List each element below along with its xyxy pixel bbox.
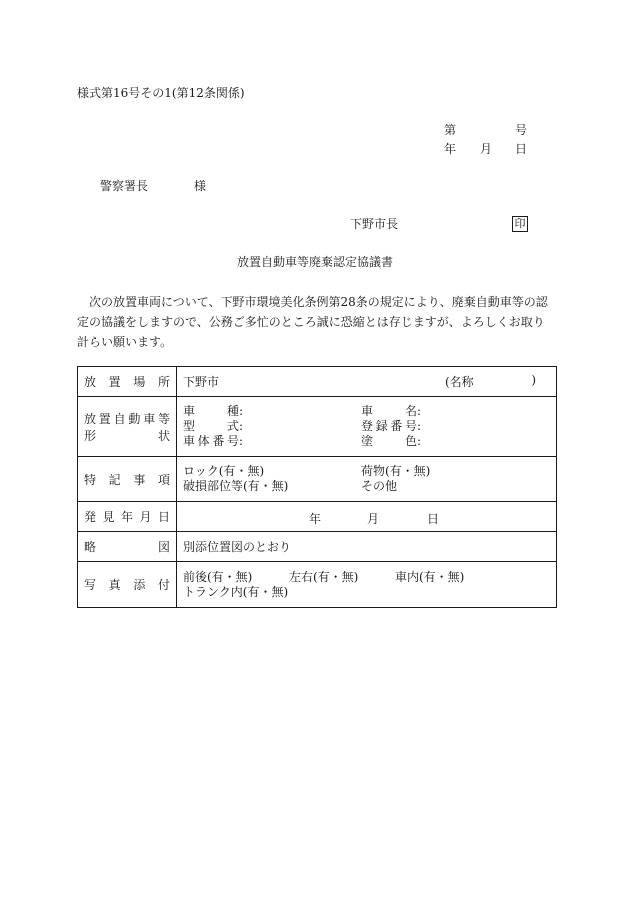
label-shape-line1-char: 車 <box>143 411 156 426</box>
sender: 下野市長 <box>350 217 399 231</box>
label-found-date-char: 発 <box>84 510 97 524</box>
label-shape <box>78 397 177 457</box>
label-photos-char: 添 <box>133 578 146 592</box>
shape-right-field-colon: : <box>417 404 422 418</box>
value-notes <box>177 457 557 502</box>
document-title: 放置自動車等廃棄認定協議書 <box>236 255 393 269</box>
label-shape-line1-char: 等 <box>157 411 170 426</box>
shape-left-field-0 <box>183 404 361 419</box>
shape-right-field-2 <box>361 434 550 449</box>
row-location <box>78 367 557 397</box>
label-map-b: 図 <box>157 540 170 554</box>
label-notes-char: 事 <box>133 472 146 487</box>
notes-cargo: 荷物(有・無) <box>361 464 431 478</box>
label-map <box>78 532 177 562</box>
label-shape-line2-char: 状 <box>157 428 170 443</box>
label-photos-char: 真 <box>108 578 121 592</box>
label-found-date-char: 月 <box>139 510 152 524</box>
notes-other: その他 <box>361 479 398 493</box>
shape-left-fields <box>183 404 361 449</box>
label-notes-char: 記 <box>108 472 121 487</box>
shape-right-field-colon: : <box>417 434 422 448</box>
doc-number-go: 号 <box>515 123 528 137</box>
label-notes <box>78 457 177 502</box>
label-location-char: 所 <box>157 375 170 389</box>
label-shape-line2 <box>84 427 170 444</box>
body-paragraph: 次の放置車両について、下野市環境美化条例第28条の規定により、廃棄自動車等の認定の協議をしますので、公務ご多忙のところ誠に恐縮とは存じますが、よろしくお取り計らい願います。 <box>77 295 548 349</box>
shape-right-field-colon: : <box>417 419 422 433</box>
date-month: 月 <box>480 142 493 156</box>
label-photos-text <box>84 576 170 593</box>
row-photos <box>78 562 557 608</box>
label-notes-char: 特 <box>84 472 97 487</box>
row-notes <box>78 457 557 502</box>
label-photos <box>78 562 177 608</box>
label-notes-char: 項 <box>157 472 170 487</box>
label-shape-line2-char: 形 <box>84 428 97 443</box>
value-photos <box>177 562 557 608</box>
label-shape-line1 <box>84 410 170 427</box>
recipient: 警察署長 <box>100 179 149 193</box>
label-shape-line1-char: 置 <box>98 411 111 426</box>
photo-trunk: トランク内(有・無) <box>183 584 289 599</box>
notes-damage: 破損部位等(有・無) <box>183 479 289 493</box>
found-month: 月 <box>367 511 380 526</box>
shape-left-field-2 <box>183 434 361 449</box>
photo-left-right: 左右(有・無) <box>289 569 359 584</box>
shape-right-field-key: 登 録 番 号 <box>361 419 417 433</box>
recipient-sama: 様 <box>194 179 207 193</box>
row-shape <box>78 397 557 457</box>
doc-number-dai: 第 <box>444 123 457 137</box>
shape-left-field-colon: : <box>239 434 244 448</box>
label-shape-line1-char: 放 <box>84 411 97 426</box>
shape-right-field-key: 車 名 <box>361 404 417 418</box>
photo-interior: 車内(有・無) <box>395 569 465 584</box>
label-location <box>78 367 177 397</box>
value-map: 別添位置図のとおり <box>177 532 557 562</box>
row-map <box>78 532 557 562</box>
shape-left-field-1 <box>183 419 361 434</box>
shape-right-fields <box>361 404 550 449</box>
row-found-date <box>78 502 557 532</box>
photo-front-back: 前後(有・無) <box>183 569 253 584</box>
shape-right-field-0 <box>361 404 550 419</box>
shape-right-field-key: 塗 色 <box>361 434 417 448</box>
label-shape-line1-char: 動 <box>128 411 141 426</box>
location-city: 下野市 <box>183 375 220 389</box>
found-day: 日 <box>427 511 440 526</box>
label-photos-char: 写 <box>84 578 97 592</box>
label-map-a: 略 <box>84 540 97 554</box>
label-location-text <box>84 373 170 390</box>
found-year: 年 <box>309 511 322 526</box>
vehicle-form-table <box>77 366 557 608</box>
value-shape <box>177 397 557 457</box>
location-name-open: (名称 <box>445 375 474 389</box>
shape-left-field-colon: : <box>239 404 244 418</box>
label-location-char: 放 <box>84 375 97 389</box>
date-day: 日 <box>515 142 528 156</box>
label-location-char: 場 <box>133 375 146 389</box>
label-found-date <box>78 502 177 532</box>
form-number: 様式第16号その1(第12条関係) <box>77 86 245 100</box>
shape-left-field-key: 車 体 番 号 <box>183 434 239 448</box>
label-notes-text <box>84 471 170 488</box>
label-found-date-char: 日 <box>157 510 170 524</box>
shape-left-field-key: 型 式 <box>183 419 239 433</box>
label-found-date-text <box>84 508 170 525</box>
shape-left-field-colon: : <box>239 419 244 433</box>
date-year: 年 <box>444 142 457 156</box>
label-found-date-char: 年 <box>120 510 133 524</box>
shape-left-field-key: 車 種 <box>183 404 239 418</box>
notes-lock: ロック(有・無) <box>183 464 265 478</box>
value-location <box>177 367 557 397</box>
location-name-close: ) <box>531 373 536 387</box>
label-found-date-char: 見 <box>102 510 115 524</box>
label-location-char: 置 <box>108 375 121 389</box>
value-found-date <box>177 502 557 532</box>
shape-right-field-1 <box>361 419 550 434</box>
seal-mark: 印 <box>512 216 528 232</box>
label-photos-char: 付 <box>157 578 170 592</box>
label-shape-line1-char: 自 <box>113 411 126 426</box>
